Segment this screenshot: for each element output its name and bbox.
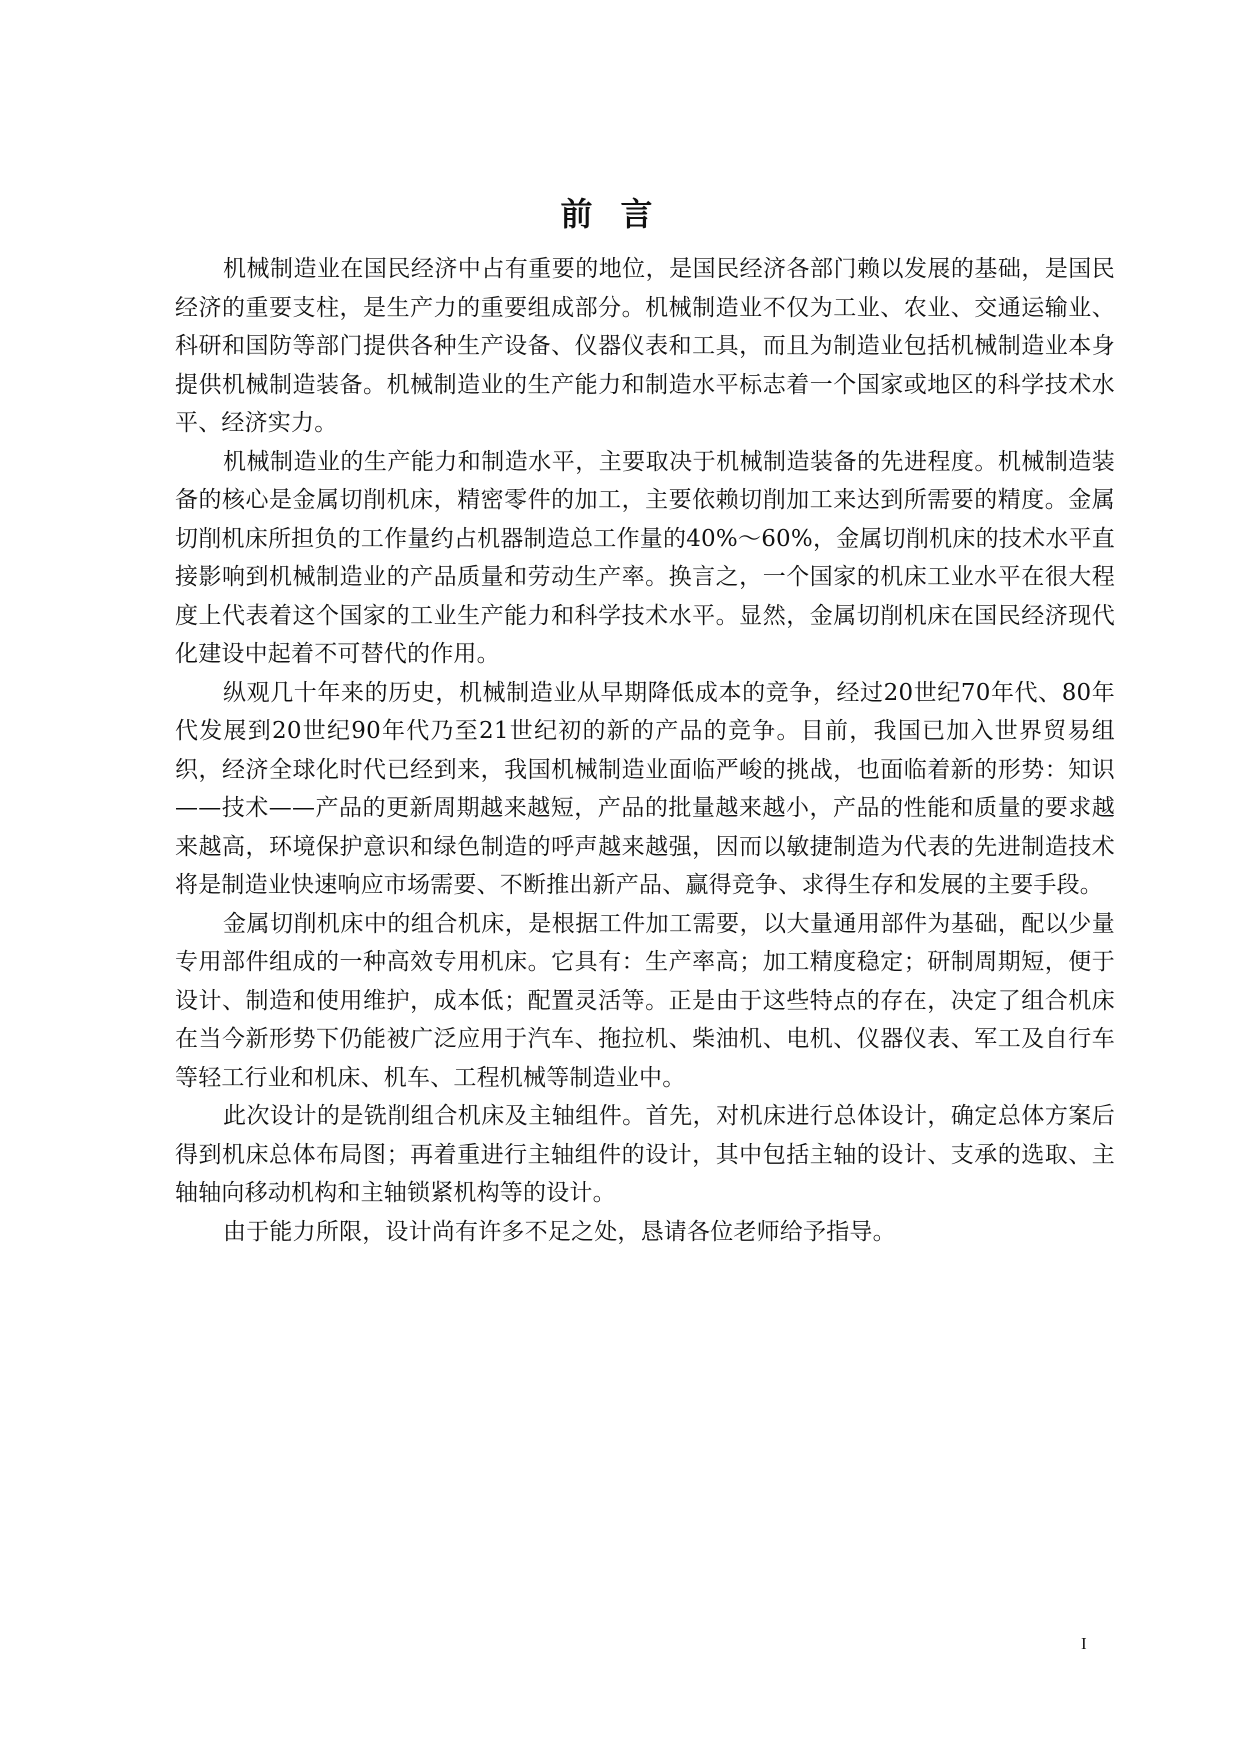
paragraph-2: 机械制造业的生产能力和制造水平，主要取决于机械制造装备的先进程度。机械制造装备的核心是金属切削机床，精密零件的加工，主要依赖切削加工来达到所需要的精度。金属切削机床所担负的工作量约占机器制造总工作量的40%～60%，金属切削机床的技术水平直接影响到机械制造业的产品质量和劳动生产率。换言之，一个国家的机床工业水平在很大程度上代表着这个国家的工业生产能力和科学技术水平。显然，金属切削机床在国民经济现代化建设中起着不可替代的作用。 (175, 448, 1115, 667)
paragraph-1: 机械制造业在国民经济中占有重要的地位，是国民经济各部门赖以发展的基础，是国民经济的重要支柱，是生产力的重要组成部分。机械制造业不仅为工业、农业、交通运输业、科研和国防等部门提供各种生产设备、仪器仪表和工具，而且为制造业包括机械制造业本身提供机械制造装备。机械制造业的生产能力和制造水平标志着一个国家或地区的科学技术水平、经济实力。 (175, 256, 1115, 436)
paragraph-6: 由于能力所限，设计尚有许多不足之处，恳请各位老师给予指导。 (223, 1218, 896, 1245)
page-title: 前言 (560, 195, 681, 233)
page-number: I (1081, 1634, 1087, 1653)
paragraph-3: 纵观几十年来的历史，机械制造业从早期降低成本的竞争，经过20世纪70年代、80年代发展到20世纪90年代乃至21世纪初的新的产品的竞争。目前，我国已加入世界贸易组织，经济全球化时代已经到来，我国机械制造业面临严峻的挑战，也面临着新的形势：知识——技术——产品的更新周期越来越短，产品的批量越来越小，产品的性能和质量的要求越来越高，环境保护意识和绿色制造的呼声越来越强，因而以敏捷制造为代表的先进制造技术将是制造业快速响应市场需要、不断推出新产品、赢得竞争、求得生存和发展的主要手段。 (175, 679, 1115, 898)
preface-body (175, 250, 1115, 1251)
paragraph-5: 此次设计的是铣削组合机床及主轴组件。首先，对机床进行总体设计，确定总体方案后得到机床总体布局图；再着重进行主轴组件的设计，其中包括主轴的设计、支承的选取、主轴轴向移动机构和主轴锁紧机构等的设计。 (175, 1103, 1115, 1206)
paragraph-4: 金属切削机床中的组合机床，是根据工件加工需要，以大量通用部件为基础，配以少量专用部件组成的一种高效专用机床。它具有：生产率高；加工精度稳定；研制周期短，便于设计、制造和使用维护，成本低；配置灵活等。正是由于这些特点的存在，决定了组合机床在当今新形势下仍能被广泛应用于汽车、拖拉机、柴油机、电机、仪器仪表、军工及自行车等轻工行业和机床、机车、工程机械等制造业中。 (175, 910, 1115, 1091)
